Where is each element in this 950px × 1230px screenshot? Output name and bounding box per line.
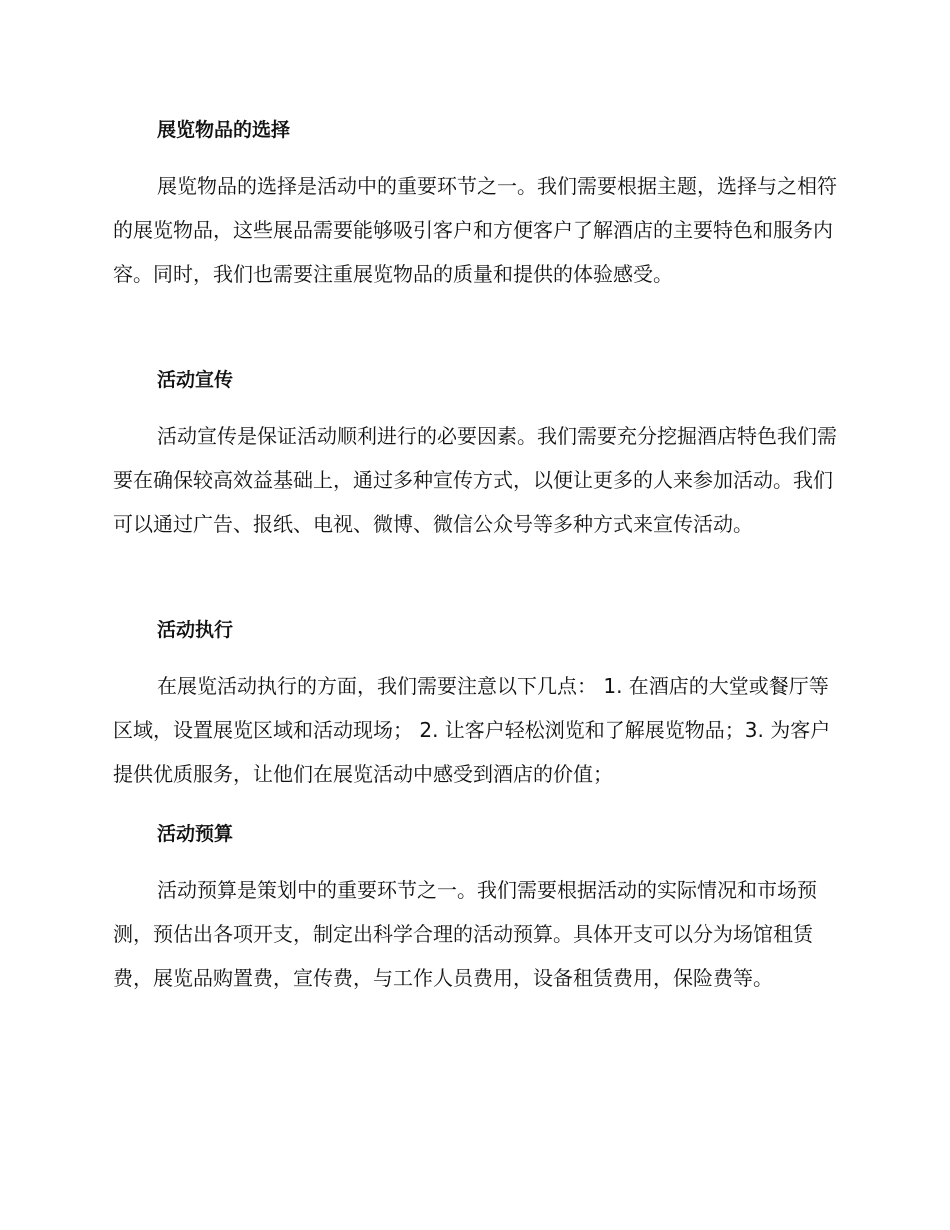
section-heading-promotion: 活动宣传 [157,369,234,391]
section-heading-budget: 活动预算 [157,823,234,845]
section-paragraph-execution: 在展览活动执行的方面，我们需要注意以下几点： 1. 在酒店的大堂或餐厅等区域，设置展览区域和活动现场； 2. 让客户轻松浏览和了解展览物品；3. 为客户提供优质服务，让他们在展览活动中感受到酒店的价值； [113,674,831,786]
section-paragraph-promotion: 活动宣传是保证活动顺利进行的必要因素。我们需要充分挖掘酒店特色我们需要在确保较高效益基础上，通过多种宣传方式，以便让更多的人来参加活动。我们可以通过广告、报纸、电视、微博、微信公众号等多种方式来宣传活动。 [113,424,837,536]
section-heading-exhibit-selection: 展览物品的选择 [157,119,291,141]
section-heading-execution: 活动执行 [157,619,234,641]
section-paragraph-budget: 活动预算是策划中的重要环节之一。我们需要根据活动的实际情况和市场预测，预估出各项开支，制定出科学合理的活动预算。具体开支可以分为场馆租赁费，展览品购置费，宣传费，与工作人员费用，设备租赁费用，保险费等。 [113,878,817,990]
section-paragraph-exhibit-selection: 展览物品的选择是活动中的重要环节之一。我们需要根据主题，选择与之相符的展览物品，这些展品需要能够吸引客户和方便客户了解酒店的主要特色和服务内容。同时，我们也需要注重展览物品的质量和提供的体验感受。 [113,174,837,286]
